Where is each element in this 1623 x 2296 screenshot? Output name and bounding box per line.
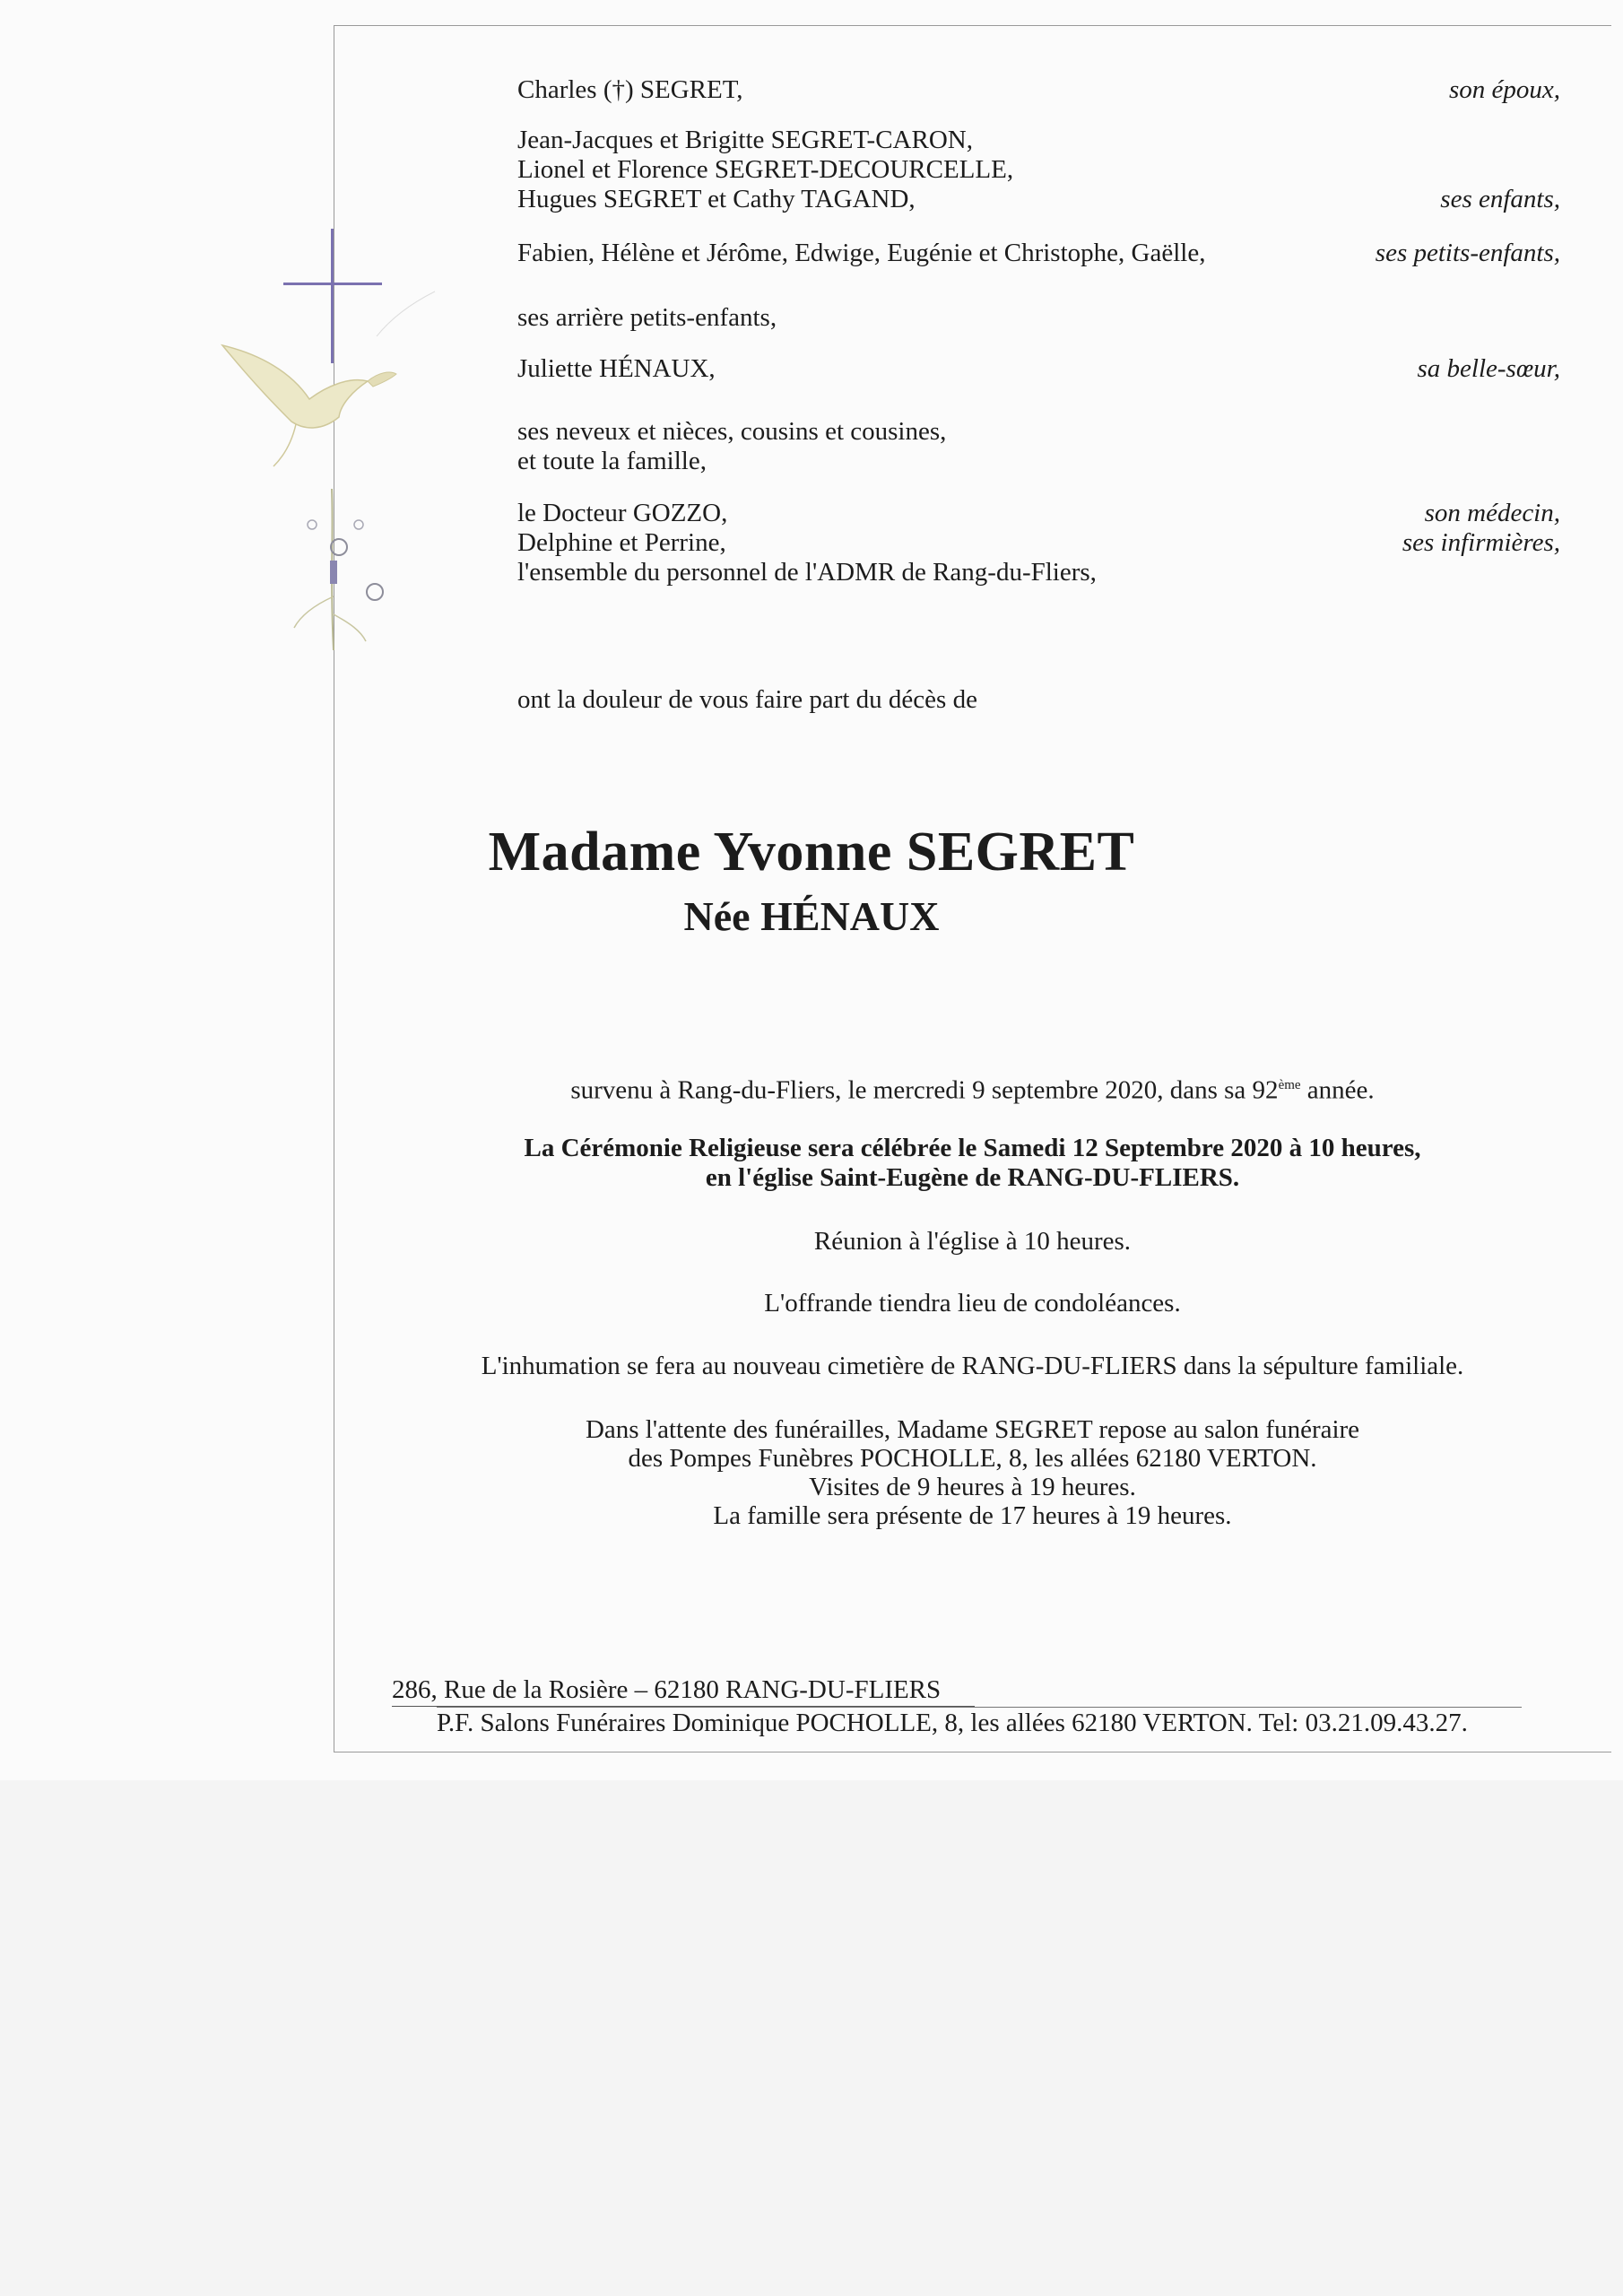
family-names: Jean-Jacques et Brigitte SEGRET-CARON, Lionel et Florence SEGRET-DECOURCELLE, Hugues SEGRET et Cathy TAGAND, bbox=[517, 126, 1014, 213]
viewing-line-3: Visites de 9 heures à 19 heures. bbox=[809, 1473, 1136, 1501]
family-row-relatives bbox=[517, 417, 1560, 476]
flower-icon bbox=[294, 489, 383, 650]
cross-icon bbox=[283, 229, 382, 363]
viewing-line-2: des Pompes Funèbres POCHOLLE, 8, les allées 62180 VERTON. bbox=[628, 1444, 1317, 1473]
family-row-great-grandchildren bbox=[517, 303, 1560, 333]
footer-address: 286, Rue de la Rosière – 62180 RANG-DU-FLIERS bbox=[392, 1675, 942, 1704]
viewing-line-4: La famille sera présente de 17 heures à 19 heures. bbox=[713, 1501, 1232, 1530]
ceremony-line-1: La Cérémonie Religieuse sera célébrée le Samedi 12 Septembre 2020 à 10 heures, bbox=[524, 1134, 1421, 1162]
family-row-caregivers bbox=[517, 499, 1560, 587]
family-row-grandchildren bbox=[517, 239, 1560, 268]
family-names: Charles (†) SEGRET, bbox=[517, 75, 743, 104]
family-relation: sa belle-sœur, bbox=[1417, 354, 1560, 383]
scan-background bbox=[0, 1780, 1623, 2296]
burial-text: L'inhumation se fera au nouveau cimetière de RANG-DU-FLIERS dans la sépulture familiale. bbox=[481, 1352, 1464, 1380]
family-relation: ses petits-enfants, bbox=[1375, 239, 1560, 267]
family-row-children bbox=[517, 126, 1560, 214]
family-names: ses arrière petits-enfants, bbox=[517, 303, 777, 332]
family-row-sister-in-law bbox=[517, 354, 1560, 384]
viewing-info bbox=[334, 1415, 1611, 1530]
death-notice-text: survenu à Rang-du-Fliers, le mercredi 9 septembre 2020, dans sa 92 bbox=[570, 1075, 1279, 1105]
family-relation: son médecin, ses infirmières, bbox=[1402, 499, 1560, 557]
death-notice-ordinal: ème bbox=[1278, 1078, 1301, 1092]
reunion-text: Réunion à l'église à 10 heures. bbox=[813, 1227, 1132, 1256]
footer-divider bbox=[437, 1707, 1522, 1708]
viewing-line-1: Dans l'attente des funérailles, Madame SEGRET repose au salon funéraire bbox=[585, 1415, 1360, 1444]
dove-icon bbox=[222, 291, 435, 466]
death-notice bbox=[334, 1071, 1611, 1106]
family-names: Juliette HÉNAUX, bbox=[517, 354, 716, 383]
family-relation: ses enfants, bbox=[1440, 185, 1560, 213]
family-row-spouse bbox=[517, 75, 1560, 105]
decoration bbox=[206, 229, 439, 677]
family-relation: son époux, bbox=[1448, 75, 1560, 104]
deceased-maiden-name: Née HÉNAUX bbox=[683, 893, 940, 939]
ceremony-line-2: en l'église Saint-Eugène de RANG-DU-FLIERS. bbox=[705, 1163, 1240, 1192]
offering-text: L'offrande tiendra lieu de condoléances. bbox=[764, 1289, 1181, 1318]
death-notice-end: année. bbox=[1300, 1075, 1375, 1105]
frame-border-top bbox=[334, 25, 1611, 26]
family-names: ses neveux et nièces, cousins et cousines, et toute la famille, bbox=[517, 417, 947, 475]
footer-funeral-home: P.F. Salons Funéraires Dominique POCHOLLE, 8, les allées 62180 VERTON. Tel: 03.21.09.43.27. bbox=[437, 1709, 1468, 1737]
deceased-name: Madame Yvonne SEGRET bbox=[488, 822, 1135, 883]
family-names: Fabien, Hélène et Jérôme, Edwige, Eugénie et Christophe, Gaëlle, bbox=[517, 239, 1206, 267]
announcement-text: ont la douleur de vous faire part du décès de bbox=[517, 685, 977, 714]
family-names: le Docteur GOZZO, Delphine et Perrine, l'ensemble du personnel de l'ADMR de Rang-du-Fliers, bbox=[517, 499, 1097, 587]
